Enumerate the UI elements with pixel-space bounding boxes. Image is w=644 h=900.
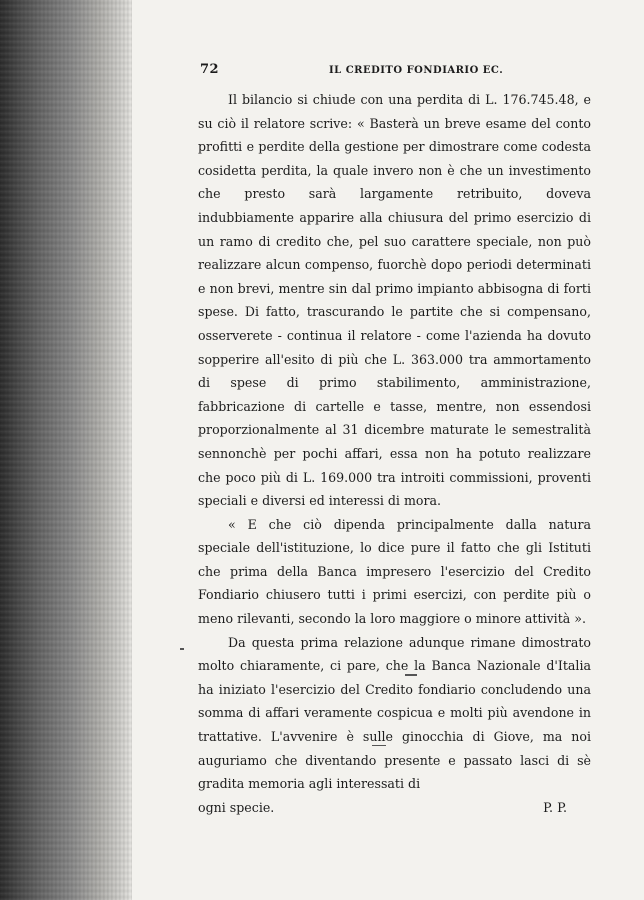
stray-mark [372,745,386,746]
binding-gutter-shadow [0,0,132,900]
book-page [198,60,591,815]
author-initials: P. P. [543,799,567,815]
closing-words: ogni specie. [198,799,275,815]
stray-mark [180,648,184,650]
paragraph-2: « E che ciò dipenda principalmente dalla natura speciale dell'istituzione, lo dice pure il fatto che gli Istituti che prima della Banca impresero l'esercizio del Credito Fondiario chiusero tutti i primi esercizi, con perdite più o meno rilevanti, secondo la loro maggiore o minore attività ». [198,516,591,627]
paragraph-1: Il bilancio si chiude con una perdita di L. 176.745.48, e su ciò il relatore scrive: « Basterà un breve esame del conto profitti e perdite della gestione per dimostrare come codesta cosidetta perdita, la quale invero non è che un investimento che presto sarà largamente retribuito, doveva indubbiamente apparire alla chiusura del primo esercizio di un ramo di credito che, pel suo carattere speciale, non può realizzare alcun compenso, fuorchè dopo periodi determinati e non brevi, mentre sin dal primo impianto abbisogna di forti spese. Di fatto, trascurando le partite che si compensano, osserverete - continua il relatore - come l'azienda ha dovuto sopperire all'esito di più che L. 363.000 tra ammortamento di spese di primo stabilimento, amministrazione, fabbricazione di cartelle e tasse, mentre, non essendosi proporzionalmente al 31 dicembre maturate le semestralità sennonchè per pochi affari, essa non ha potuto realizzare che poco più di L. 169.000 tra introiti commissioni, proventi speciali e diversi ed interessi di mora. [198,92,591,509]
stray-mark [405,674,417,676]
page-number: 72 [200,62,220,77]
paragraph-3: Da questa prima relazione adunque rimane dimostrato molto chiaramente, ci pare, che la Banca Nazionale d'Italia ha iniziato l'esercizio del Credito fondiario concludendo una somma di affari veramente cospicua e molti più avendone in trattative. L'avvenire è sulle ginocchia di Giove, ma noi auguriamo che diventando presente e passato lasci di sè gradita memoria agli interessati di [198,634,591,792]
running-title: IL CREDITO FONDIARIO EC. [329,65,504,76]
body-text [198,88,591,819]
closing-line [198,796,591,820]
page-header [198,60,591,82]
